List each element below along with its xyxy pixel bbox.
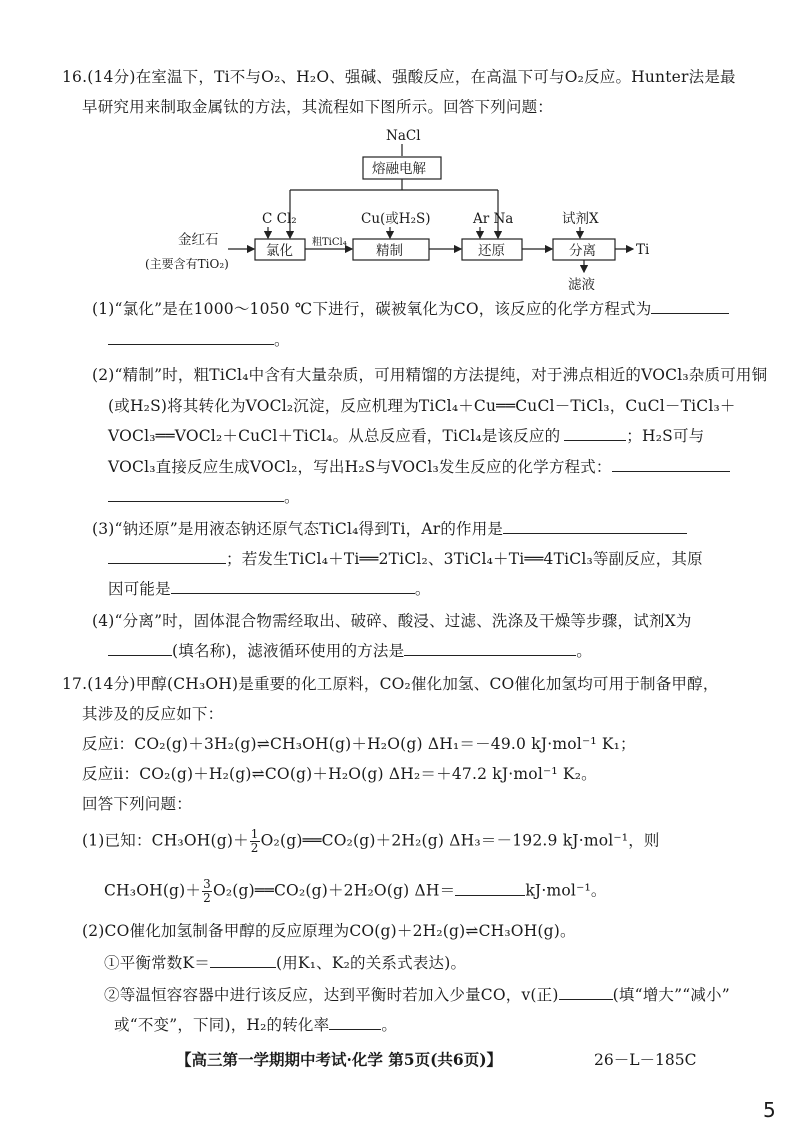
q17-part1-line2 <box>104 878 607 905</box>
process-flowchart <box>0 120 800 290</box>
flow-separate-label: 分离 <box>569 243 596 259</box>
q16-part4-text2: (填名称)，滤液循环使用的方法是 <box>172 642 405 660</box>
answer-blank-1[interactable] <box>651 298 729 314</box>
q17-part1-text1: (1)已知：CH₃OH(g)＋ <box>82 831 249 850</box>
q17-stem-line1: 17.(14分)甲醇(CH₃OH)是重要的化工原料，CO₂催化加氢、CO催化加氢均可用于制备甲醇， <box>62 675 719 693</box>
q16-part2-text3: VOCl₃══VOCl₂＋CuCl＋TiCl₄。从总反应看，TiCl₄是该反应的 <box>108 427 561 445</box>
flow-reduce-label: 还原 <box>478 243 505 259</box>
flow-filtrate-label: 滤液 <box>568 277 595 290</box>
answer-blank-3[interactable] <box>564 425 626 441</box>
q16-part2-line3 <box>108 425 704 447</box>
flow-crude-label: 粗TiCl₄ <box>312 237 347 248</box>
answer-blank-9[interactable] <box>108 640 172 656</box>
flow-electrolysis-label: 熔融电解 <box>372 161 426 177</box>
punct: 。 <box>576 642 592 660</box>
q17-part1-text2: O₂(g)══CO₂(g)＋2H₂(g) ΔH₃＝－192.9 kJ·mol⁻¹，则 <box>260 831 660 850</box>
q16-stem-line1: 16.(14分)在室温下，Ti不与O₂、H₂O、强碱、强酸反应，在高温下可与O₂反应。Hunter法是最 <box>62 68 736 86</box>
q17-part2a-text1: ①平衡常数K＝ <box>104 954 210 972</box>
answer-blank-4[interactable] <box>612 456 730 472</box>
q16-part3-line2 <box>108 548 703 570</box>
flow-separate-inputs: 试剂X <box>562 211 599 227</box>
q16-part1-line2 <box>108 329 290 351</box>
flow-chlorination-label: 氯化 <box>266 243 293 259</box>
q17-reaction-1: 反应ⅰ：CO₂(g)＋3H₂(g)⇌CH₃OH(g)＋H₂O(g) ΔH₁＝－49.0 kJ·mol⁻¹ K₁； <box>82 735 636 753</box>
answer-blank-12[interactable] <box>210 952 276 968</box>
answer-blank-2[interactable] <box>108 329 274 345</box>
answer-blank-11[interactable] <box>455 880 525 896</box>
answer-blank-13[interactable] <box>559 984 613 1000</box>
q16-part3-line1 <box>92 518 687 540</box>
q16-part1-text: (1)“氯化”是在1000～1050 ℃下进行，碳被氧化为CO，该反应的化学方程式为 <box>92 300 652 318</box>
q17-answer-prompt: 回答下列问题： <box>82 795 192 813</box>
answer-blank-6[interactable] <box>503 518 687 534</box>
q16-part3-text2: ；若发生TiCl₄＋Ti══2TiCl₂、3TiCl₄＋Ti══4TiCl₃等副反应，其原 <box>226 550 703 568</box>
q16-part3-line3 <box>108 578 431 600</box>
q17-part1-text5: kJ·mol⁻¹。 <box>525 881 607 900</box>
q17-part2c <box>114 1014 397 1036</box>
punct: 。 <box>274 331 290 349</box>
fraction-three-halves: $\frac{3}{2}$ <box>203 877 211 905</box>
flow-refine-label: 精制 <box>376 243 403 259</box>
q17-part1-text4: O₂(g)══CO₂(g)＋2H₂O(g) ΔH＝ <box>212 881 456 900</box>
q16-part2-text4: ；H₂S可与 <box>626 427 705 445</box>
q17-reaction-2: 反应ⅱ：CO₂(g)＋H₂(g)⇌CO(g)＋H₂O(g) ΔH₂＝＋47.2 kJ·mol⁻¹ K₂。 <box>82 765 597 783</box>
q16-part2-line1: (2)“精制”时，粗TiCl₄中含有大量杂质，可用精馏的方法提纯，对于沸点相近的VOCl₃杂质可用铜 <box>92 366 768 384</box>
flow-refine-inputs: Cu(或H₂S) <box>361 211 431 227</box>
q16-part2-line2: (或H₂S)将其转化为VOCl₂沉淀，反应机理为TiCl₄＋Cu══CuCl－TiCl₃，CuCl－TiCl₃＋ <box>108 397 736 415</box>
q17-part2a-text2: (用K₁、K₂的关系式表达)。 <box>275 954 467 972</box>
page-footer-title: 【高三第一学期期中考试·化学 第5页(共6页)】 <box>176 1050 503 1069</box>
q16-part3-text1: (3)“钠还原”是用液态钠还原气态TiCl₄得到Ti，Ar的作用是 <box>92 520 504 538</box>
punct: 。 <box>284 488 300 506</box>
q17-part2a <box>104 952 466 974</box>
answer-blank-7[interactable] <box>108 548 226 564</box>
q16-part2-line4 <box>108 456 730 478</box>
page-number: 5 <box>763 1098 776 1122</box>
answer-blank-10[interactable] <box>404 640 576 656</box>
flow-product-label: Ti <box>636 242 650 258</box>
flow-chlorination-inputs: C Cl₂ <box>262 211 297 227</box>
q17-part2b-text2: (填“增大”“减小” <box>612 986 730 1004</box>
exam-code: 26－L－185C <box>594 1051 697 1069</box>
q17-part2c-text1: 或“不变”，下同)，H₂的转化率 <box>114 1016 330 1034</box>
q17-part1-line1 <box>82 828 660 855</box>
flow-reduce-inputs: Ar Na <box>473 211 514 227</box>
punct: 。 <box>414 580 431 598</box>
punct: 。 <box>381 1016 398 1034</box>
answer-blank-5[interactable] <box>108 486 284 502</box>
q16-part3-text3: 因可能是 <box>108 580 171 598</box>
q16-part2-line5 <box>108 486 300 508</box>
flow-nacl-label: NaCl <box>386 128 421 144</box>
q16-part4-line1: (4)“分离”时，固体混合物需经取出、破碎、酸浸、过滤、洗涤及干燥等步骤，试剂X为 <box>92 612 692 630</box>
q17-part2b <box>104 984 730 1006</box>
flow-ore-label: 金红石 <box>178 232 219 248</box>
answer-blank-14[interactable] <box>329 1014 381 1030</box>
q16-part2-text5: VOCl₃直接反应生成VOCl₂，写出H₂S与VOCl₃发生反应的化学方程式： <box>108 458 612 476</box>
q17-stem-line2: 其涉及的反应如下： <box>82 705 224 723</box>
q17-part1-text3: CH₃OH(g)＋ <box>104 881 202 900</box>
q16-stem-line2: 早研究用来制取金属钛的方法，其流程如下图所示。回答下列问题： <box>82 98 554 116</box>
q17-part2-line1: (2)CO催化加氢制备甲醇的反应原理为CO(g)＋2H₂(g)⇌CH₃OH(g)。 <box>82 922 576 940</box>
answer-blank-8[interactable] <box>171 578 415 594</box>
flow-ore-note: (主要含有TiO₂) <box>145 257 229 271</box>
q17-part2b-text1: ②等温恒容容器中进行该反应，达到平衡时若加入少量CO，v(正) <box>104 986 559 1004</box>
q16-part4-line2 <box>108 640 592 662</box>
fraction-one-half: $\frac{1}{2}$ <box>250 827 259 855</box>
q16-part1-line1 <box>92 298 729 320</box>
